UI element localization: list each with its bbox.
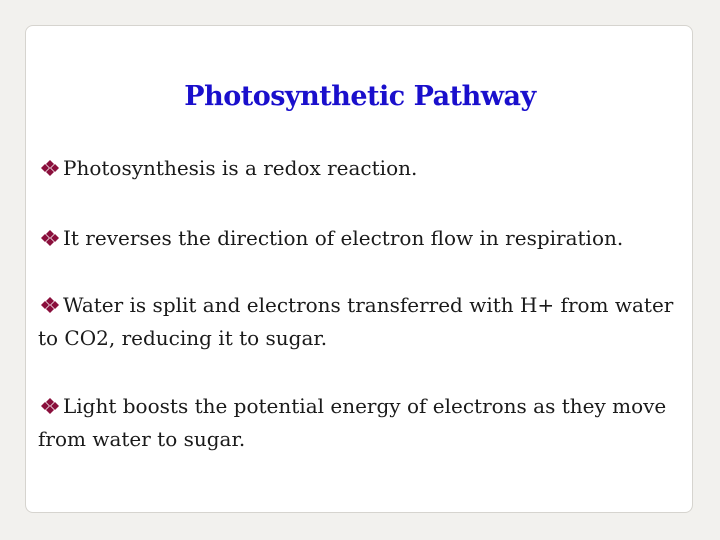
diamond-bullet-icon [38, 397, 62, 415]
bullet-text: Water is split and electrons transferred with H+ from water to CO2, reducing it to sugar. [38, 293, 674, 350]
bullet-text: Light boosts the potential energy of electrons as they move from water to sugar. [38, 394, 667, 451]
bullet-text: It reverses the direction of electron flow in respiration. [63, 226, 624, 250]
diamond-bullet-icon [38, 159, 62, 177]
slide-panel [25, 25, 693, 513]
bullet-item [38, 289, 678, 355]
bullet-item [38, 152, 678, 185]
slide-title: Photosynthetic Pathway [184, 81, 536, 112]
diamond-bullet-icon [38, 229, 62, 247]
bullet-item [38, 390, 678, 456]
diamond-bullet-icon [38, 296, 62, 314]
bullet-text: Photosynthesis is a redox reaction. [63, 156, 418, 180]
bullet-item [38, 222, 678, 255]
